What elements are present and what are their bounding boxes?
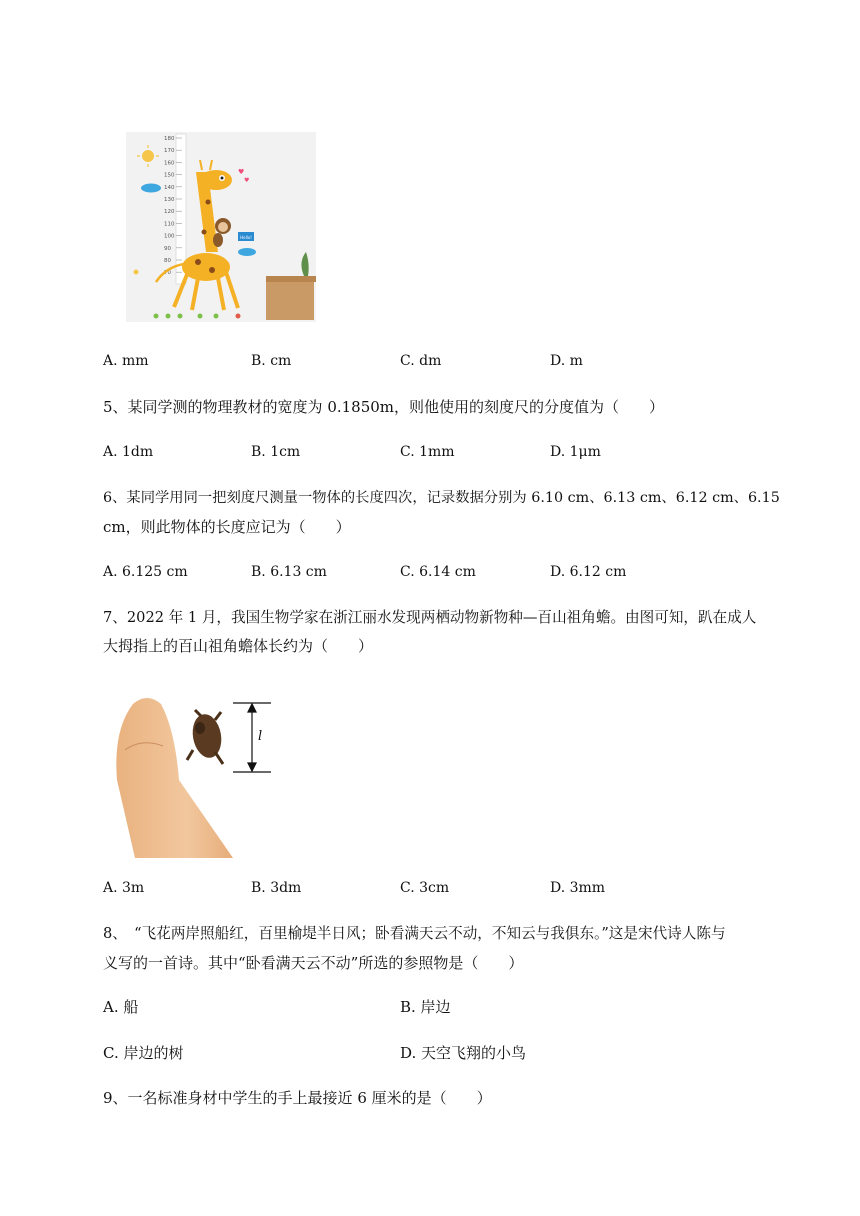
q7-option-b[interactable]: B. 3dm <box>251 880 302 896</box>
q7-question-line1: 7、2022 年 1 月，我国生物学家在浙江丽水发现两栖动物新物种—百山祖角蟾。由图可知，趴在成人 <box>103 609 757 626</box>
ruler-tick-label: 160 <box>164 160 175 167</box>
q4-option-c[interactable]: C. dm <box>400 353 442 369</box>
q8-option-a[interactable]: A. 船 <box>103 998 139 1016</box>
length-marker <box>233 703 271 772</box>
q5-option-a[interactable]: A. 1dm <box>103 444 154 460</box>
q6-option-b[interactable]: B. 6.13 cm <box>251 564 327 580</box>
heart-icon: ♥ <box>238 168 245 176</box>
q8-question-line2: 义写的一首诗。其中“卧看满天云不动”所选的参照物是（ ） <box>103 954 524 972</box>
ruler-tick-label: 100 <box>164 233 175 240</box>
q8-option-b[interactable]: B. 岸边 <box>400 998 451 1016</box>
cloud-icon <box>141 184 161 193</box>
q4-option-b[interactable]: B. cm <box>251 353 292 369</box>
ruler-tick-label: 170 <box>164 148 175 155</box>
toad-icon <box>187 710 225 764</box>
toad-on-thumb-figure <box>105 690 285 858</box>
q4-option-a[interactable]: A. mm <box>103 353 149 369</box>
q6-option-c[interactable]: C. 6.14 cm <box>400 564 476 580</box>
ruler-tick-label: 110 <box>164 221 175 228</box>
ruler-tick-label: 70 <box>164 270 171 277</box>
heart-icon: ♥ <box>244 177 250 184</box>
q6-option-d[interactable]: D. 6.12 cm <box>550 564 627 580</box>
q7-question-line2: 大拇指上的百山祖角蟾体长约为（ ） <box>103 637 374 655</box>
q5-option-d[interactable]: D. 1μm <box>550 444 601 460</box>
ruler-tick-label: 120 <box>164 209 175 216</box>
ruler-tick-label: 90 <box>164 245 171 252</box>
q7-option-d[interactable]: D. 3mm <box>550 880 606 896</box>
height-chart-figure <box>126 132 316 322</box>
ruler-tick-label: 140 <box>164 184 175 191</box>
q4-option-d[interactable]: D. m <box>550 353 583 369</box>
q7-option-a[interactable]: A. 3m <box>103 880 145 896</box>
table-icon <box>266 280 314 320</box>
q8-question-line1: 8、 “飞花两岸照船红，百里榆堤半日风；卧看满天云不动，不知云与我俱东。”这是宋代诗人陈与 <box>103 925 726 942</box>
q6-question-line2: cm，则此物体的长度应记为（ ） <box>103 518 351 536</box>
q5-option-c[interactable]: C. 1mm <box>400 444 455 460</box>
ruler-tick-label: 130 <box>164 197 175 203</box>
q6-option-a[interactable]: A. 6.125 cm <box>103 564 188 580</box>
ruler-tick-label: 180 <box>164 136 175 142</box>
q7-option-c[interactable]: C. 3cm <box>400 880 450 896</box>
q8-option-c[interactable]: C. 岸边的树 <box>103 1044 184 1062</box>
q5-question: 5、某同学测的物理教材的宽度为 0.1850m，则他使用的刻度尺的分度值为（ ） <box>103 398 665 416</box>
q5-option-b[interactable]: B. 1cm <box>251 444 301 460</box>
q6-question-line1: 6、某同学用同一把刻度尺测量一物体的长度四次，记录数据分别为 6.10 cm、6.13 cm、6.12 cm、6.15 <box>103 490 780 506</box>
length-label: l <box>258 729 263 744</box>
sticker-text: Hello! <box>240 235 252 240</box>
q8-option-d[interactable]: D. 天空飞翔的小鸟 <box>400 1044 527 1062</box>
cloud-icon <box>238 248 256 256</box>
ruler-tick-label: 150 <box>164 172 175 179</box>
ruler-tick-label: 80 <box>164 258 171 264</box>
q9-question: 9、一名标准身材中学生的手上最接近 6 厘米的是（ ） <box>103 1089 492 1107</box>
